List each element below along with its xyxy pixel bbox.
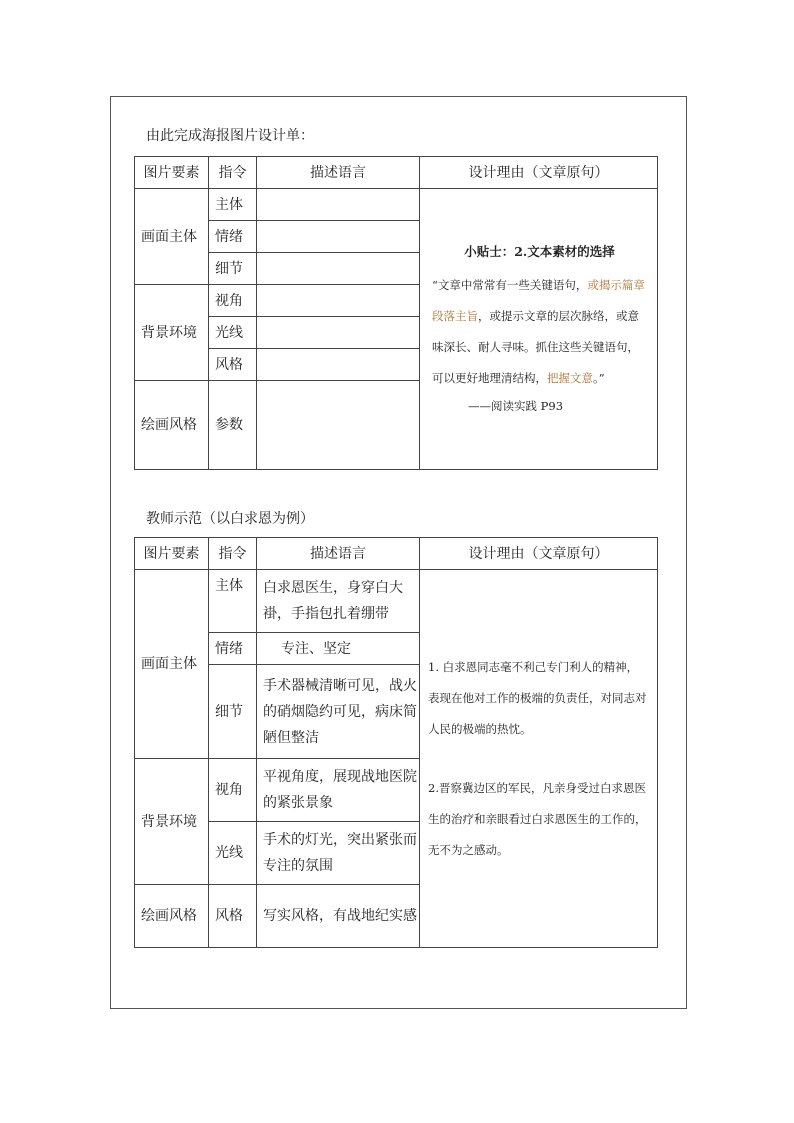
poster-design-table: [134, 156, 658, 470]
tips-highlight: 把握文意: [547, 371, 593, 385]
group-label: 背景环境: [135, 759, 209, 885]
table1-heading: 由此完成海报图片设计单：: [146, 128, 314, 144]
tips-source: ——阅读实践 P93: [468, 399, 564, 413]
item-label: 风格: [209, 349, 257, 381]
item-label: 参数: [209, 381, 257, 470]
description-input-cell[interactable]: [257, 317, 420, 349]
description-input-cell[interactable]: [257, 253, 420, 285]
item-label: 细节: [209, 253, 257, 285]
header-instruction: 指令: [209, 157, 257, 189]
description-input-cell[interactable]: [257, 349, 420, 381]
table-row: [135, 570, 658, 633]
table-row: [135, 189, 658, 221]
tips-cell: [420, 189, 658, 470]
tips-title: 小贴士：2.文本素材的选择: [464, 244, 615, 259]
item-label: 主体: [209, 189, 257, 221]
header-description: 描述语言: [257, 157, 420, 189]
description-cell: 写实风格，有战地纪实感: [257, 885, 420, 948]
table1-header-row: [135, 157, 658, 189]
header-reason: 设计理由（文章原句）: [420, 157, 658, 189]
header-reason: 设计理由（文章原句）: [420, 538, 658, 570]
description-cell: 白求恩医生，身穿白大褂，手指包扎着绷带: [257, 570, 420, 633]
group-label: 画面主体: [135, 189, 209, 285]
description-cell: 手术器械清晰可见，战火的硝烟隐约可见，病床简陋但整洁: [257, 665, 420, 759]
tips-text: 。”: [593, 371, 605, 385]
item-label: 情绪: [209, 633, 257, 665]
description-cell: 平视角度，展现战地医院的紧张景象: [257, 759, 420, 822]
reason-1: 1. 白求恩同志毫不利己专门利人的精神，表现在他对工作的极端的负责任，对同志对人民的极端的热忱。: [428, 659, 647, 736]
item-label: 视角: [209, 285, 257, 317]
group-label: 画面主体: [135, 570, 209, 759]
item-label: 主体: [209, 570, 257, 633]
item-label: 风格: [209, 885, 257, 948]
teacher-example-table: [134, 537, 658, 948]
header-instruction: 指令: [209, 538, 257, 570]
table2-header-row: [135, 538, 658, 570]
item-label: 情绪: [209, 221, 257, 253]
description-input-cell[interactable]: [257, 189, 420, 221]
item-label: 光线: [209, 822, 257, 885]
tips-text: ，或提示文章的层次脉络，或意味深长、耐人寻味。抓住这些关键语句，可以更好地理清结构，: [432, 309, 639, 385]
description-input-cell[interactable]: [257, 381, 420, 470]
description-input-cell[interactable]: [257, 285, 420, 317]
reason-cell: [420, 570, 658, 948]
description-cell: 手术的灯光，突出紧张而专注的氛围: [257, 822, 420, 885]
header-element: 图片要素: [135, 538, 209, 570]
group-label: 绘画风格: [135, 381, 209, 470]
group-label: 背景环境: [135, 285, 209, 381]
item-label: 视角: [209, 759, 257, 822]
description-cell: 专注、坚定: [257, 633, 420, 665]
description-input-cell[interactable]: [257, 221, 420, 253]
item-label: 光线: [209, 317, 257, 349]
tips-body: [432, 270, 647, 394]
tips-highlight: 或揭示篇章段落主旨: [432, 278, 645, 323]
group-label: 绘画风格: [135, 885, 209, 948]
item-label: 细节: [209, 665, 257, 759]
header-element: 图片要素: [135, 157, 209, 189]
reason-2: 2.晋察冀边区的军民，凡亲身受过白求恩医生的治疗和亲眼看过白求恩医生的工作的，无不为之感动。: [428, 780, 647, 857]
header-description: 描述语言: [257, 538, 420, 570]
table2-heading: 教师示范（以白求恩为例）: [146, 511, 314, 527]
tips-text: “文章中常常有一些关键语句，: [432, 278, 588, 292]
